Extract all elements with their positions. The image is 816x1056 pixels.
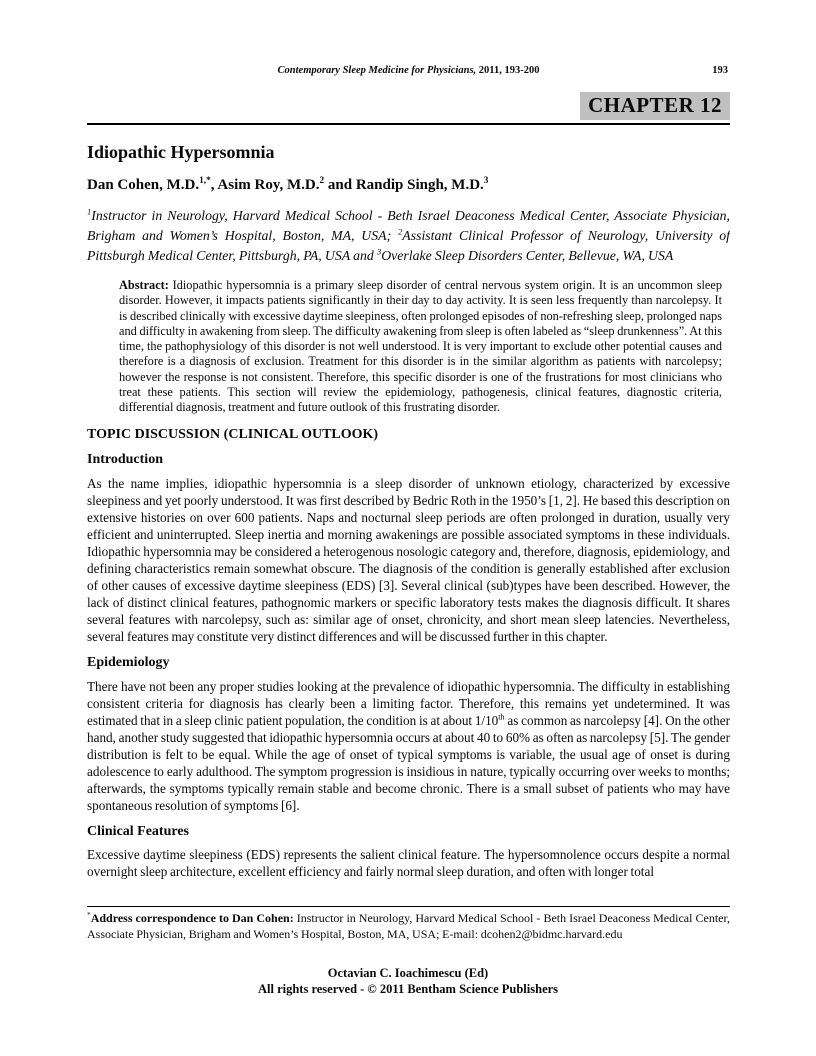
journal-title: Contemporary Sleep Medicine for Physicians, <box>277 65 477 76</box>
affiliation-text-1: Instructor in Neurology, Harvard Medical School - Beth Israel Deaconess Medical Center, Associate Physician, Brigham and Women’s Hospital, Boston, MA, USA; <box>87 208 730 243</box>
author-name-1: Dan Cohen, M.D. <box>87 177 200 193</box>
clinical-features-paragraph: Excessive daytime sleepiness (EDS) represents the salient clinical feature. The hypersomnolence occurs despite a normal overnight sleep architecture, excellent efficiency and fairly normal sleep duration, and often with longer total <box>87 846 730 879</box>
epidemiology-text-1: There have not been any proper studies looking at the prevalence of idiopathic hypersomnia. The difficulty in establishing consistent criteria for diagnosis has clearly been a limiting factor. Therefore, this remains yet undetermined. It was estimated that in a sleep clinic patient population, the condition is at about 1/10 <box>87 678 730 728</box>
epidemiology-text-2: as common as narcolepsy [4]. On the other hand, another study suggested that idiopathic hypersomnia occurs at about 40 to 60% as often as narcolepsy [5]. The gender distribution is felt to be equal. While the age of onset of typical symptoms is variable, the usual age of onset is during adolescence to early adulthood. The symptom progression is insidious in nature, typically occurring over weeks to months; afterwards, the symptoms typically remain stable and become chronic. There is a small subset of patients who may have spontaneous resolution of symptoms [6]. <box>87 712 730 813</box>
affiliation-superscript-2: 2 <box>398 226 403 237</box>
introduction-paragraph: As the name implies, idiopathic hypersomnia is a sleep disorder of unknown etiology, characterized by excessive sleepiness and yet poorly understood. It was first described by Bedric Roth in the 1950’s [1, 2]. He based this description on extensive histories on over 600 patients. Naps and nocturnal sleep periods are often prolonged in duration, usually very efficient and uninterrupted. Sleep inertia and morning awakenings are possible associated symptoms in these individuals. Idiopathic hypersomnia may be considered a heterogenous nosologic category and, therefore, diagnosis, epidemiology, and defining characteristics remain somewhat obscure. The diagnosis of the condition is generally established after exclusion of other causes of excessive daytime sleepiness (EDS) [3]. Several clinical (sub)types have been described. However, the lack of distinct clinical features, pathognomic markers or specific laboratory tests makes the diagnosis difficult. It shares several features with narcolepsy, such as: similar age of onset, chronicity, and short mean sleep latencies. Nevertheless, several features may constitute very distinct differences and will be discussed further in this chapter. <box>87 475 730 644</box>
ordinal-superscript: th <box>498 712 505 722</box>
authors-line <box>87 176 730 194</box>
journal-issue-pages: 2011, 193-200 <box>476 65 540 76</box>
author-separator-2: and <box>324 177 356 193</box>
abstract-text: Idiopathic hypersomnia is a primary sleep disorder of central nervous system origin. It is an uncommon sleep disorder. However, it impacts patients significantly in their day to day activity. It is seen less frequently than narcolepsy. It is described clinically with excessive daytime sleepiness, often prolonged episodes of non-refreshing sleep, prolonged naps and difficulty in awakening from sleep. The difficulty awakening from sleep is often labeled as “sleep drunkenness”. At this time, the pathophysiology of this disorder is not well understood. It is very important to exclude other potential causes and therefore is a diagnosis of exclusion. Treatment for this disorder is in the similar algorithm as patients with narcolepsy; however the response is not consistent. Therefore, this specific disorder is one of the frustrations for most clinicians who treat these patients. This section will review the epidemiology, pathogenesis, clinical features, diagnostic criteria, differential diagnosis, treatment and future outlook of this frustrating disorder. <box>119 278 722 415</box>
footer-rights-line: All rights reserved - © 2011 Bentham Science Publishers <box>257 982 559 996</box>
affiliation-text-2: Assistant Clinical Professor of Neurology, University of Pittsburgh Medical Center, Pittsburgh, PA, USA and <box>87 228 730 263</box>
epidemiology-heading: Epidemiology <box>87 654 170 670</box>
author-name-3: Randip Singh, M.D. <box>355 177 484 193</box>
affiliation-superscript-1: 1 <box>87 206 92 217</box>
footnote-label: Address correspondence to Dan Cohen: <box>90 911 294 925</box>
author-separator-1: , <box>210 177 218 193</box>
page-number: 193 <box>712 65 728 76</box>
author-superscript-3: 3 <box>483 176 489 186</box>
correspondence-footnote <box>87 906 730 942</box>
journal-reference <box>87 64 730 77</box>
abstract-paragraph <box>119 278 722 416</box>
epidemiology-paragraph <box>87 678 730 814</box>
running-header <box>87 64 730 77</box>
page-footer <box>0 965 816 997</box>
abstract-label: Abstract: <box>119 278 169 292</box>
author-superscript-1: 1,* <box>199 176 211 186</box>
page-content <box>87 64 730 910</box>
chapter-row <box>87 92 730 125</box>
author-superscript-2: 2 <box>319 176 325 186</box>
affiliations-paragraph <box>87 206 730 266</box>
footnote-asterisk: * <box>87 910 91 919</box>
topic-discussion-heading: TOPIC DISCUSSION (CLINICAL OUTLOOK) <box>87 426 379 442</box>
footer-editor-line: Octavian C. Ioachimescu (Ed) <box>327 966 489 980</box>
affiliation-text-3: Overlake Sleep Disorders Center, Bellevue, WA, USA <box>381 248 674 263</box>
article-title: Idiopathic Hypersomnia <box>87 142 275 162</box>
clinical-features-heading: Clinical Features <box>87 823 190 839</box>
affiliation-superscript-3: 3 <box>376 246 382 257</box>
introduction-heading: Introduction <box>87 451 163 467</box>
author-name-2: Asim Roy, M.D. <box>217 177 320 193</box>
chapter-badge: CHAPTER 12 <box>580 92 730 120</box>
footnote-text: Instructor in Neurology, Harvard Medical School - Beth Israel Deaconess Medical Center, Associate Physician, Brigham and Women’s Hospital, Boston, MA, USA; E-mail: dcohen2@bidmc.harvard.edu <box>87 911 730 941</box>
